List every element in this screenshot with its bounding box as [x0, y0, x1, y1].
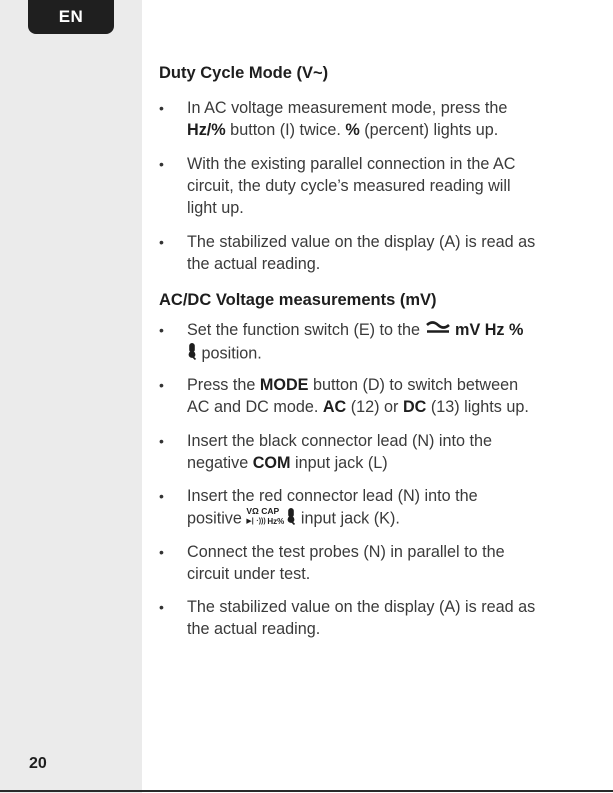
bullet: • — [159, 234, 164, 250]
temperature-probe-icon — [286, 507, 296, 531]
continuity-icon: ·))) — [256, 518, 266, 525]
bullet: • — [159, 433, 164, 449]
section-heading-duty-cycle: Duty Cycle Mode (V~) — [159, 64, 329, 82]
mode-label: MODE — [259, 376, 309, 394]
hz-percent-label: Hz/% — [187, 121, 226, 139]
bullet: • — [159, 488, 164, 504]
diode-icon: ▶| — [246, 518, 254, 525]
bullet: • — [159, 599, 164, 615]
bottom-rule — [0, 790, 613, 792]
dc-label: DC — [402, 398, 427, 416]
left-margin-strip — [0, 0, 142, 793]
input-jack-symbol: VΩ CAP ▶| ·))) Hz% — [246, 506, 285, 526]
section-heading-acdc-voltage: AC/DC Voltage measurements (mV) — [159, 291, 437, 309]
mv-hz-percent-label: mV Hz % — [455, 321, 524, 339]
temperature-probe-icon — [187, 342, 197, 366]
bullet: • — [159, 322, 164, 338]
bullet: • — [159, 100, 164, 116]
page-number: 20 — [29, 755, 47, 772]
bullet: • — [159, 377, 164, 393]
item-text: In AC voltage measurement mode, press the — [187, 99, 508, 117]
bullet: • — [159, 156, 164, 172]
com-label: COM — [252, 454, 291, 472]
language-tab: EN — [28, 0, 114, 34]
percent-label: % — [345, 121, 360, 139]
ac-label: AC — [322, 398, 347, 416]
bullet: • — [159, 544, 164, 560]
ac-dc-wave-icon — [425, 320, 451, 342]
